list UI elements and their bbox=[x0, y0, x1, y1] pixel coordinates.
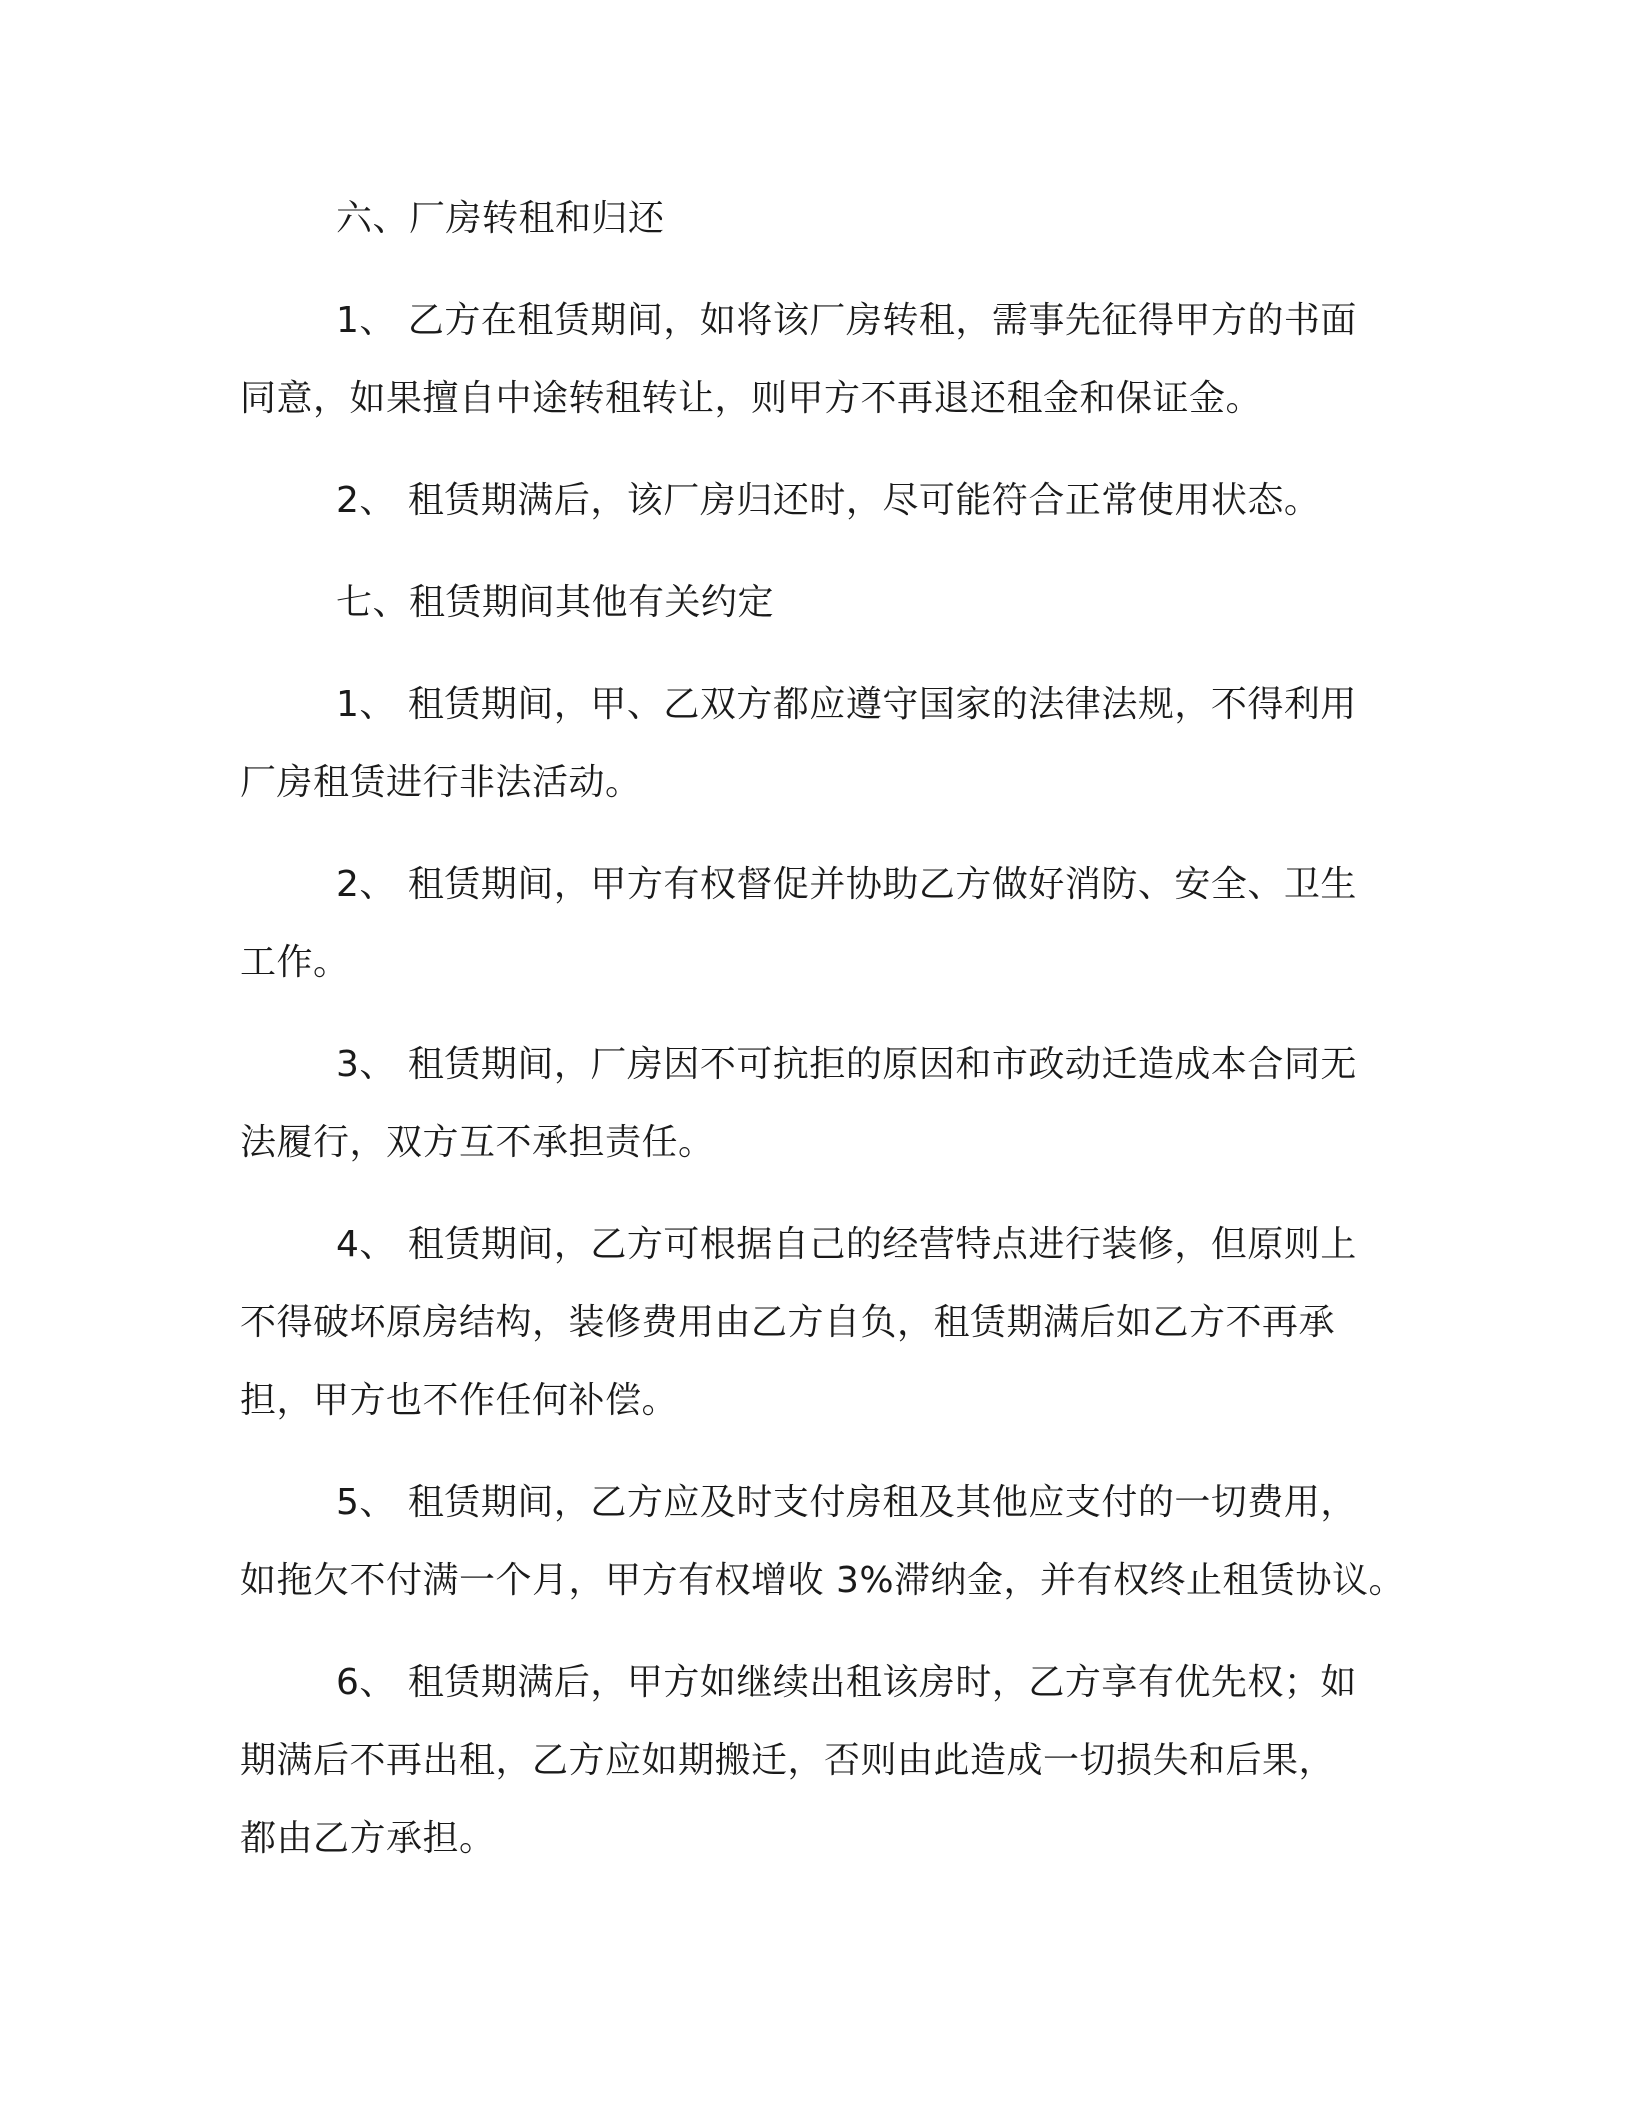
heading-text: 六、厂房转租和归还 bbox=[336, 198, 665, 239]
clause-paragraph bbox=[240, 846, 1400, 1002]
paragraph-line: 同意，如果擅自中途转租转让，则甲方不再退还租金和保证金。 bbox=[240, 378, 1263, 419]
paragraph-line: 3、 租赁期间，厂房因不可抗拒的原因和市政动迁造成本合同无 bbox=[336, 1044, 1357, 1085]
paragraph-line: 期满后不再出租，乙方应如期搬迁，否则由此造成一切损失和后果， bbox=[240, 1740, 1336, 1781]
paragraph-line: 担，甲方也不作任何补偿。 bbox=[240, 1380, 679, 1421]
paragraph-line: 5、 租赁期间，乙方应及时支付房租及其他应支付的一切费用， bbox=[336, 1482, 1357, 1523]
paragraph-line: 法履行，双方互不承担责任。 bbox=[240, 1122, 715, 1163]
paragraph-line: 2、 租赁期间，甲方有权督促并协助乙方做好消防、安全、卫生 bbox=[336, 864, 1357, 905]
section-heading bbox=[336, 180, 1496, 258]
clause-paragraph bbox=[240, 1026, 1400, 1182]
clause-paragraph bbox=[240, 666, 1400, 822]
paragraph-line: 4、 租赁期间，乙方可根据自己的经营特点进行装修，但原则上 bbox=[336, 1224, 1357, 1265]
clause-paragraph bbox=[240, 1644, 1400, 1878]
paragraph-line: 1、 租赁期间，甲、乙双方都应遵守国家的法律法规，不得利用 bbox=[336, 684, 1357, 725]
paragraph-line: 2、 租赁期满后，该厂房归还时，尽可能符合正常使用状态。 bbox=[336, 480, 1321, 521]
section-heading bbox=[336, 564, 1496, 642]
paragraph-line: 1、 乙方在租赁期间，如将该厂房转租，需事先征得甲方的书面 bbox=[336, 300, 1357, 341]
paragraph-line: 都由乙方承担。 bbox=[240, 1818, 496, 1859]
heading-text: 七、租赁期间其他有关约定 bbox=[336, 582, 775, 623]
paragraph-line: 如拖欠不付满一个月，甲方有权增收 3%滞纳金，并有权终止租赁协议。 bbox=[240, 1560, 1406, 1601]
clause-paragraph bbox=[240, 282, 1400, 438]
paragraph-line: 不得破坏原房结构，装修费用由乙方自负，租赁期满后如乙方不再承 bbox=[240, 1302, 1336, 1343]
clause-paragraph bbox=[240, 1206, 1400, 1440]
paragraph-line: 工作。 bbox=[240, 942, 350, 983]
paragraph-line: 厂房租赁进行非法活动。 bbox=[240, 762, 642, 803]
paragraph-line: 6、 租赁期满后，甲方如继续出租该房时，乙方享有优先权；如 bbox=[336, 1662, 1357, 1703]
clause-paragraph bbox=[240, 462, 1400, 540]
clause-paragraph bbox=[240, 1464, 1406, 1620]
